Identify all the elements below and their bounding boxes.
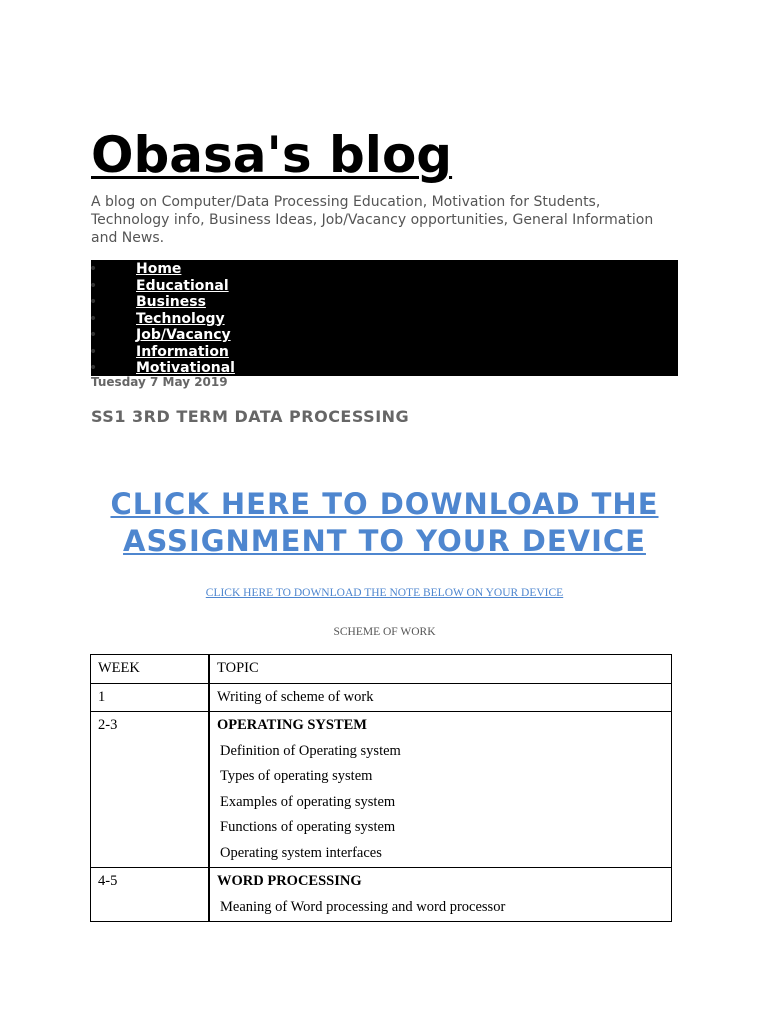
table-row xyxy=(91,683,672,712)
week-header-cell: WEEK xyxy=(91,655,210,684)
topic-cell xyxy=(209,712,672,868)
topic-line: Operating system interfaces xyxy=(220,844,382,861)
table-row xyxy=(91,868,672,922)
topic-line: Examples of operating system xyxy=(220,793,396,810)
topic-cell xyxy=(209,868,672,922)
nav-item-information xyxy=(91,344,678,361)
nav-link-home[interactable]: Home xyxy=(136,261,182,277)
nav-link-business[interactable]: Business xyxy=(136,294,206,310)
week-cell: 2-3 xyxy=(91,712,210,868)
nav-item-business xyxy=(91,294,678,311)
topic-cell xyxy=(209,683,672,712)
topic-line: Functions of operating system xyxy=(220,819,396,835)
nav-item-educational xyxy=(91,278,678,295)
download-assignment-link[interactable]: CLICK HERE TO DOWNLOAD THE ASSIGNMENT TO YOUR DEVICE xyxy=(110,487,659,558)
bullet-icon: • xyxy=(89,327,98,343)
bullet-icon: • xyxy=(89,294,98,310)
topic-line: Definition of Operating system xyxy=(220,742,401,759)
nav-link-information[interactable]: Information xyxy=(136,343,229,360)
topic-line: Writing of scheme of work xyxy=(217,688,374,705)
bullet-icon: • xyxy=(89,277,98,294)
nav-link-educational[interactable]: Educational xyxy=(136,277,229,294)
bullet-icon: • xyxy=(89,261,98,277)
topic-line: Types of operating system xyxy=(220,768,373,784)
topic-header-cell: TOPIC xyxy=(209,655,672,684)
week-cell: 4-5 xyxy=(91,868,210,922)
nav-list xyxy=(91,260,678,377)
blog-description: A blog on Computer/Data Processing Education, Motivation for Students, Technology info, Business Ideas, Job/Vacancy opportunities, General Information and News. xyxy=(91,194,654,246)
post-title: SS1 3RD TERM DATA PROCESSING xyxy=(91,407,410,426)
table-header-row xyxy=(91,655,672,684)
table-row xyxy=(91,712,672,868)
blog-title[interactable]: Obasa's blog xyxy=(91,126,453,184)
nav-bar xyxy=(91,260,678,376)
scheme-caption: SCHEME OF WORK xyxy=(333,626,436,638)
nav-link-job-vacancy[interactable]: Job/Vacancy xyxy=(136,327,231,343)
nav-link-motivational[interactable]: Motivational xyxy=(136,360,235,376)
topic-heading: OPERATING SYSTEM xyxy=(217,717,367,733)
topic-heading: WORD PROCESSING xyxy=(217,873,362,889)
scheme-table xyxy=(90,654,672,922)
nav-item-job-vacancy xyxy=(91,327,678,344)
topic-line: Meaning of Word processing and word processor xyxy=(220,898,506,915)
nav-item-home xyxy=(91,261,678,278)
download-note-link[interactable]: CLICK HERE TO DOWNLOAD THE NOTE BELOW ON YOUR DEVICE xyxy=(205,587,564,599)
bullet-icon: • xyxy=(89,360,98,376)
nav-item-technology xyxy=(91,311,678,328)
nav-link-technology[interactable]: Technology xyxy=(136,310,225,327)
bullet-icon: • xyxy=(89,310,98,327)
post-date: Tuesday 7 May 2019 xyxy=(91,375,228,389)
bullet-icon: • xyxy=(89,343,98,360)
week-cell: 1 xyxy=(91,683,210,712)
